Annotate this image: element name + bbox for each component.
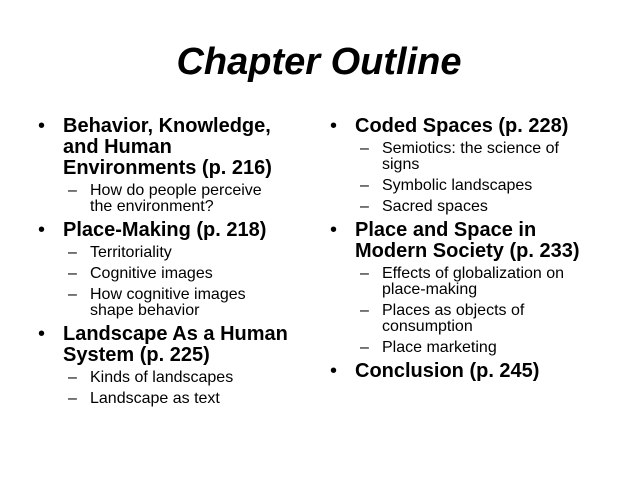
sub-line: the environment? bbox=[90, 198, 214, 215]
heading-line: System (p. 225) bbox=[63, 344, 210, 366]
heading-line: Coded Spaces (p. 228) bbox=[355, 115, 569, 137]
dash-icon: – bbox=[360, 177, 369, 194]
sub-list bbox=[63, 245, 318, 319]
outline-item bbox=[38, 220, 318, 319]
sub-line: Place marketing bbox=[382, 339, 497, 356]
heading-line: Place-Making (p. 218) bbox=[63, 219, 267, 241]
bullet-icon: • bbox=[330, 360, 338, 382]
dash-icon: – bbox=[360, 140, 369, 157]
dash-icon: – bbox=[360, 198, 369, 215]
sub-item bbox=[355, 340, 620, 356]
bullet-icon: • bbox=[38, 219, 46, 241]
dash-icon: – bbox=[68, 286, 77, 303]
sub-line: Landscape as text bbox=[90, 390, 220, 407]
sub-line: How do people perceive bbox=[90, 182, 262, 199]
sub-item bbox=[63, 183, 318, 215]
outline-item bbox=[330, 220, 620, 356]
bullet-icon: • bbox=[330, 219, 338, 241]
sub-list bbox=[355, 141, 620, 215]
outline-item bbox=[38, 116, 318, 215]
outline-heading bbox=[63, 324, 318, 366]
heading-line: Modern Society (p. 233) bbox=[355, 240, 580, 262]
outline-item bbox=[330, 361, 620, 382]
dash-icon: – bbox=[360, 302, 369, 319]
outline-heading bbox=[355, 361, 620, 382]
left-column bbox=[38, 116, 318, 412]
sub-line: consumption bbox=[382, 318, 473, 335]
sub-line: Territoriality bbox=[90, 244, 172, 261]
sub-item bbox=[355, 266, 620, 298]
bullet-icon: • bbox=[38, 323, 46, 345]
outline-heading bbox=[63, 220, 318, 241]
dash-icon: – bbox=[360, 265, 369, 282]
sub-line: Sacred spaces bbox=[382, 198, 488, 215]
sub-item bbox=[63, 370, 318, 386]
sub-line: Cognitive images bbox=[90, 265, 213, 282]
sub-item bbox=[63, 287, 318, 319]
sub-line: Symbolic landscapes bbox=[382, 177, 533, 194]
dash-icon: – bbox=[68, 265, 77, 282]
heading-line: Conclusion (p. 245) bbox=[355, 360, 540, 382]
bullet-icon: • bbox=[330, 115, 338, 137]
sub-list bbox=[355, 266, 620, 356]
dash-icon: – bbox=[68, 182, 77, 199]
dash-icon: – bbox=[360, 339, 369, 356]
sub-line: place-making bbox=[382, 281, 478, 298]
sub-item bbox=[355, 141, 620, 173]
sub-line: How cognitive images bbox=[90, 286, 246, 303]
sub-line: shape behavior bbox=[90, 302, 200, 319]
slide-title: Chapter Outline bbox=[176, 41, 462, 83]
outline-item bbox=[38, 324, 318, 407]
heading-line: Landscape As a Human bbox=[63, 323, 288, 345]
sub-line: Places as objects of bbox=[382, 302, 525, 319]
sub-item bbox=[63, 266, 318, 282]
sub-list bbox=[63, 183, 318, 215]
sub-list bbox=[63, 370, 318, 407]
right-column bbox=[330, 116, 620, 385]
dash-icon: – bbox=[68, 369, 77, 386]
heading-line: Place and Space in bbox=[355, 219, 537, 241]
sub-item bbox=[355, 303, 620, 335]
outline-heading bbox=[63, 116, 318, 179]
sub-item bbox=[355, 178, 620, 194]
sub-item bbox=[63, 391, 318, 407]
sub-item bbox=[355, 199, 620, 215]
dash-icon: – bbox=[68, 390, 77, 407]
outline-item bbox=[330, 116, 620, 215]
sub-line: Effects of globalization on bbox=[382, 265, 565, 282]
sub-line: signs bbox=[382, 156, 420, 173]
outline-heading bbox=[355, 116, 620, 137]
sub-line: Semiotics: the science of bbox=[382, 140, 559, 157]
heading-line: Behavior, Knowledge, bbox=[63, 115, 271, 137]
heading-line: Environments (p. 216) bbox=[63, 157, 272, 179]
dash-icon: – bbox=[68, 244, 77, 261]
sub-line: Kinds of landscapes bbox=[90, 369, 234, 386]
bullet-icon: • bbox=[38, 115, 46, 137]
heading-line: and Human bbox=[63, 136, 172, 158]
sub-item bbox=[63, 245, 318, 261]
outline-heading bbox=[355, 220, 620, 262]
